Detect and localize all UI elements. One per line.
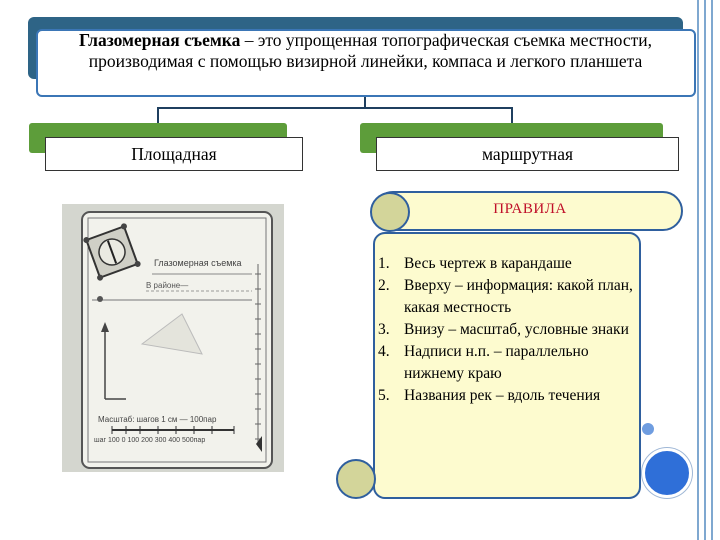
plan-scale-numbers: шаг 100 0 100 200 300 400 500пар <box>94 437 206 444</box>
title-term: Глазомерная съемка <box>78 30 241 50</box>
rule-number: 1. <box>378 255 390 272</box>
rule-item <box>378 385 646 407</box>
rule-text: Весь чертеж в карандаше <box>404 255 572 272</box>
decor-line <box>704 0 706 540</box>
title-definition <box>38 30 693 72</box>
rule-number: 2. <box>378 277 390 294</box>
rule-text: Названия рек – вдоль течения <box>404 387 601 404</box>
decor-line <box>697 0 699 540</box>
rules-heading: ПРАВИЛА <box>493 201 567 217</box>
rule-text: Вверху – информация: какой план, какая местность <box>404 277 633 316</box>
rule-item <box>378 319 646 341</box>
category-areal <box>45 137 303 171</box>
category-areal-label: Площадная <box>131 144 217 164</box>
category-route-label: маршрутная <box>481 144 574 164</box>
rule-number: 5. <box>378 387 390 404</box>
category-route <box>376 137 679 171</box>
connector-left <box>157 107 159 124</box>
rule-text: Внизу – масштаб, условные знаки <box>404 321 629 338</box>
rule-item <box>378 253 646 275</box>
scroll-curl-top <box>370 192 410 232</box>
rule-number: 4. <box>378 343 390 360</box>
rules-list <box>378 253 646 407</box>
connector-right <box>511 107 513 124</box>
rule-text: Надписи н.п. – параллельно нижнему краю <box>404 343 589 382</box>
survey-plan-image <box>62 204 284 472</box>
decor-circle-large <box>642 448 692 498</box>
plan-area-label: В районе— <box>146 281 189 290</box>
rule-number: 3. <box>378 321 390 338</box>
connector-horizontal <box>157 107 513 109</box>
decor-circle-small <box>640 421 656 437</box>
decor-line <box>711 0 713 540</box>
survey-plan-drawing <box>62 204 284 472</box>
plan-scale-line: Масштаб: шагов 1 см — 100пар <box>98 415 217 424</box>
rule-item <box>378 341 646 385</box>
plan-header: Глазомерная съемка <box>154 258 242 268</box>
rule-item <box>378 275 646 319</box>
scroll-curl-bottom <box>336 459 376 499</box>
title-rest: – это упрощенная топографическая съемка местности, производимая с помощью визирной линейки, компаса и легкого планшета <box>88 30 653 71</box>
